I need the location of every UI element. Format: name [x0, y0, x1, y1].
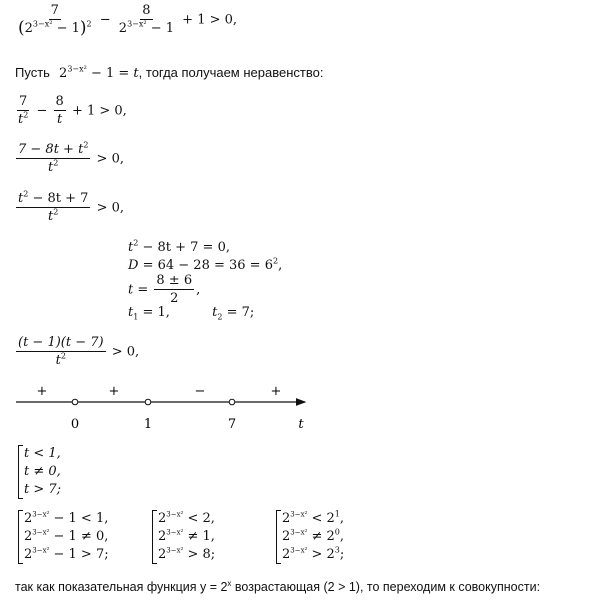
quadratic-equation: $t^2 - 8t + 7 = 0$,: [128, 238, 230, 255]
factored-inequality: $\frac{(t - 1)(t - 7)}{t^2}$ > 0,: [18, 335, 140, 368]
footer-explanation: так как показательная функция $y = 2^x$ возрастающая (2 > 1), то переходим к совокупности:: [15, 578, 541, 594]
substitution-line: Пусть $2^{3-x^2} - 1 = t$, тогда получаем неравенство:: [15, 64, 324, 81]
system-exponential-compare-powers: $2^{3-x^2} < 2^1$, $2^{3-x^2} \ne 2^0$, $2^{3-x^2} > 2^3$;: [276, 510, 344, 564]
reordered-fraction-inequality: $\frac{t^2 - 8t + 7}{t^2}$ > 0,: [18, 189, 124, 224]
point-1: [145, 399, 151, 405]
system-in-t: t < 1, t ≠ 0, t > 7;: [18, 445, 61, 499]
combined-fraction-inequality: $\frac{7 - 8t + t^2}{t^2}$ > 0,: [18, 140, 124, 175]
sign-interval-2: +: [108, 384, 120, 399]
sign-interval-3: −: [194, 384, 206, 399]
roots-values: $t_1 = 1$, $t_2 = 7$;: [128, 305, 255, 322]
tick-label-1: 1: [143, 417, 153, 432]
inequality-in-t: $\frac{7}{t^2}$ − $\frac{8}{t}$ + 1 > 0,: [18, 94, 127, 127]
point-0: [72, 399, 78, 405]
system-exponential-compare-numbers: $2^{3-x^2} < 2$, $2^{3-x^2} \ne 1$, $2^{3-x^2} > 8$;: [152, 510, 215, 564]
sign-interval-1: +: [36, 384, 48, 399]
tick-label-7: 7: [227, 417, 237, 432]
sign-interval-4: +: [270, 384, 282, 399]
axis-variable-label: t: [298, 417, 304, 432]
discriminant-line: $D = 64 - 28 = 36 = 6^2$,: [128, 256, 283, 273]
point-7: [229, 399, 235, 405]
fraction-8-over-expr: $\frac{8}{2^{3-x^2} - 1}$: [118, 3, 175, 36]
tick-label-0: 0: [70, 417, 80, 432]
roots-formula: t = $\frac{8 \pm 6}{2}$ ,: [128, 273, 201, 306]
sign-number-line: [0, 378, 330, 438]
system-exponential-minus-one: $2^{3-x^2} - 1 < 1$, $2^{3-x^2} - 1 \ne 0$, $2^{3-x^2} - 1 > 7$;: [18, 510, 109, 564]
initial-inequality: $\frac{7}{(2^{3-x^2} - 1)^2}$ − $\frac{8}{2^{3-x^2} - 1}$ + 1 > 0,: [18, 3, 238, 38]
fraction-7-over-square: $\frac{7}{(2^{3-x^2} - 1)^2}$: [18, 3, 92, 38]
